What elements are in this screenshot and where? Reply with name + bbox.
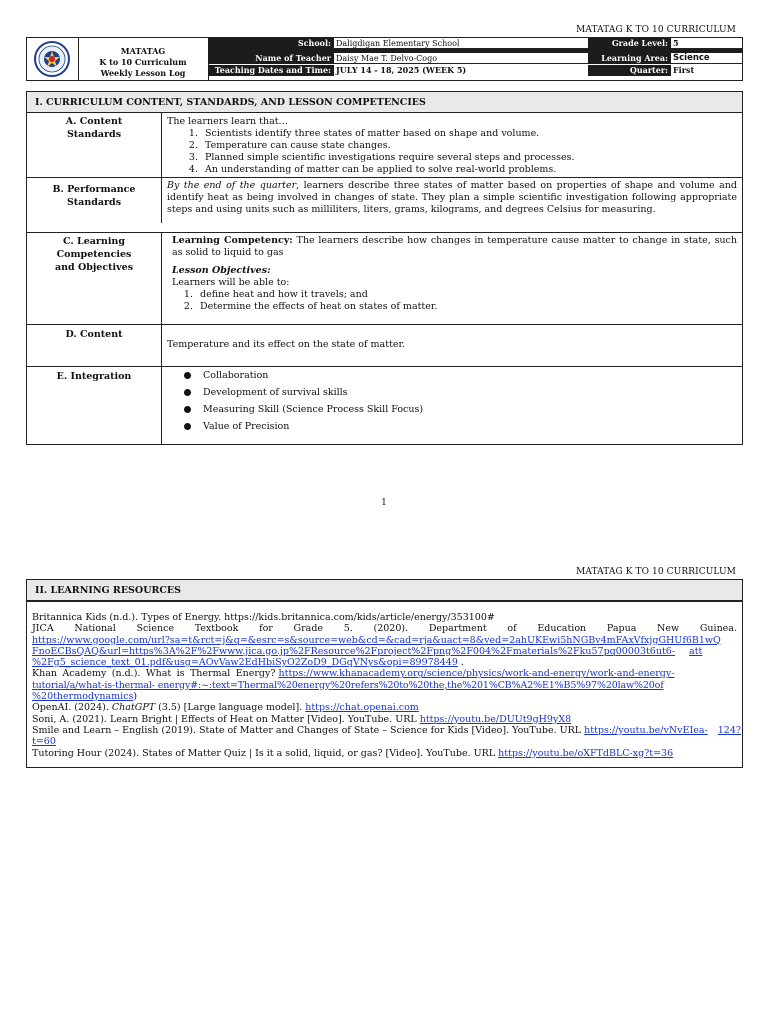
content-standards-label-2: Standards: [66, 129, 122, 140]
list-item: [167, 401, 737, 418]
curriculum-label-page2: MATATAG K TO 10 CURRICULUM: [576, 567, 736, 577]
openai-post: (3.5) [Large language model].: [155, 702, 306, 714]
page-number: 1: [381, 498, 387, 508]
content-standards-intro: The learners learn that…: [167, 116, 289, 127]
soni-link[interactable]: https://youtu.be/DUUt9gH9yX8: [419, 713, 572, 725]
performance-standards-cell: [161, 177, 742, 223]
school-label: School:: [208, 38, 334, 49]
performance-standards-label-1: B. Performance: [52, 184, 136, 195]
list-item: [167, 367, 737, 384]
resources-list: [27, 612, 742, 759]
bullet-icon: [184, 423, 191, 430]
list-item: 4. An understanding of matter can be applied to solve real-world problems.: [201, 164, 737, 176]
section-title-resources: II. LEARNING RESOURCES: [27, 580, 742, 601]
lc-label-1: C. Learning: [63, 236, 125, 247]
document-title: [78, 38, 208, 80]
title-line-1: MATATAG: [120, 46, 166, 56]
bullet-icon: [184, 406, 191, 413]
jica-link[interactable]: https://www.google.com/url?sa=t&rct=j&q=&esrc=s&source=web&cd=&cad=rja&uact=8&ved=2ahUKEwi5hNGBv4mFAxVfxjgGHUf6B1wQ: [32, 634, 721, 646]
content-text: Temperature and its effect on the state of matter.: [167, 339, 405, 350]
openai-link[interactable]: https://chat.openai.com: [305, 702, 419, 714]
list-item: [167, 384, 737, 401]
smile-link-end[interactable]: t=60: [32, 736, 56, 748]
curriculum-label: MATATAG K TO 10 CURRICULUM: [576, 25, 736, 35]
dates-value: JULY 14 - 18, 2025 (WEEK 5): [336, 65, 467, 75]
school-value: Daligdigan Elementary School: [334, 38, 588, 49]
list-item: 3. Planned simple scientific investigations require several steps and processes.: [201, 152, 737, 164]
integration-item-text: Value of Precision: [203, 421, 290, 432]
integration-label: E. Integration: [56, 371, 132, 382]
smile-link[interactable]: https://youtu.be/vNvEIea-: [584, 724, 708, 736]
list-item: 2. Temperature can cause state changes.: [201, 140, 737, 152]
openai-pre: OpenAI. (2024).: [32, 702, 112, 714]
integration-list: [167, 367, 737, 435]
area-label: Learning Area:: [588, 53, 671, 64]
resource-smile: [32, 724, 741, 736]
tutoring-text: Tutoring Hour (2024). States of Matter Quiz | Is it a solid, liquid, or gas? [Video]. YouTube. URL: [32, 747, 499, 759]
teacher-value: Daisy Mae T. Delvo-Cogo: [334, 53, 588, 64]
title-line-2: K to 10 Curriculum: [99, 57, 187, 67]
learning-resources-table: [26, 579, 743, 768]
objectives-list: [172, 289, 737, 313]
soni-text: Soni, A. (2021). Learn Bright | Effects of Heat on Matter [Video]. YouTube. URL: [32, 713, 420, 725]
performance-lead: By the end of the quarter: [167, 180, 297, 191]
teacher-label: Name of Teacher: [208, 53, 334, 64]
list-item: 1. define heat and how it travels; and: [196, 289, 737, 301]
resource-jica: JICA National Science Textbook for Grade 5. (2020). Department of Education Papua New Guinea.: [32, 623, 737, 635]
jica-link-end[interactable]: %2Fg5_science_text_01.pdf&usg=AOvVaw2EdHbiSyO2ZoD9_DGqVNys&opi=89978449: [32, 657, 458, 669]
competency-paragraph: [172, 235, 737, 259]
integration-item-text: Collaboration: [203, 370, 269, 381]
quarter-value: First: [673, 65, 695, 75]
bullet-icon: [184, 389, 191, 396]
lc-label-2: Competencies: [56, 249, 132, 260]
grade-value: 5: [671, 38, 742, 49]
content-standards-label: [27, 115, 161, 141]
khan-end: ): [133, 691, 138, 703]
learning-competencies-label: [27, 235, 161, 274]
dates-label: Teaching Dates and Time:: [208, 65, 334, 76]
khan-link-cont[interactable]: tutorial/a/what-is-thermal- energy#:~:text=Thermal%20energy%20refers%20to%20the,the%201%CB%A2%E1%B5%97%20law%20of: [32, 679, 664, 691]
content-label: D. Content: [65, 329, 123, 340]
bullet-icon: [184, 372, 191, 379]
tutoring-link[interactable]: https://youtu.be/oXFTdBLC-xg?t=36: [498, 747, 674, 759]
smile-link-cont[interactable]: 124?: [717, 724, 741, 736]
jica-link-att[interactable]: att: [689, 645, 703, 657]
lc-label-3: and Objectives: [54, 262, 134, 273]
list-item: [167, 418, 737, 435]
khan-link-end[interactable]: %20thermodynamics: [32, 691, 134, 703]
competency-label: Learning Competency:: [172, 235, 293, 246]
performance-standards-label-2: Standards: [66, 197, 122, 208]
resource-soni: [32, 714, 737, 725]
area-value: Science: [671, 53, 742, 64]
resource-tutoring: [32, 748, 737, 759]
jica-link-cont[interactable]: FnoECBsQAQ&url=https%3A%2F%2Fwww.jica.go.jp%2FResource%2Fproject%2Fpng%2F004%2Fmaterials%2Fku57pq00003t6ut6-: [32, 645, 676, 657]
list-item: 2. Determine the effects of heat on states of matter.: [196, 301, 737, 313]
jica-end: .: [457, 657, 464, 669]
list-item: 1. Scientists identify three states of matter based on shape and volume.: [201, 128, 737, 140]
deped-seal-logo: [27, 38, 78, 80]
quarter-label: Quarter:: [588, 65, 671, 76]
performance-text: , learners describe three states of matter based on properties of shape and volume and identify heat as being involved in changes of state. They plan a simple scientific investigation following appropriate steps and using units such as milliliters, liters, grams, kilograms, and degrees Celsius for measuring.: [167, 180, 737, 215]
competency-text: The learners describe how changes in temperature cause matter to change in state, such as solid to liquid to gas: [172, 235, 738, 258]
integration-item-text: Development of survival skills: [203, 387, 348, 398]
content-standards-label-1: A. Content: [65, 116, 123, 127]
objectives-intro: Learners will be able to:: [172, 277, 290, 288]
resource-khan: Khan Academy (n.d.). What is Thermal Energy?: [32, 668, 276, 680]
content-standards-cell: [161, 113, 742, 177]
learning-competencies-cell: [161, 232, 742, 324]
grade-label: Grade Level:: [588, 38, 671, 49]
content-cell: [161, 324, 742, 366]
integration-cell: [161, 366, 742, 444]
resource-openai: [32, 702, 737, 713]
lesson-log-header: [26, 37, 743, 81]
resource-britannica: Britannica Kids (n.d.). Types of Energy. https://kids.britannica.com/kids/article/energy/353100#: [32, 612, 495, 623]
openai-italic: ChatGPT: [111, 702, 156, 714]
section-title-curriculum: I. CURRICULUM CONTENT, STANDARDS, AND LESSON COMPETENCIES: [27, 92, 742, 113]
khan-link[interactable]: https://www.khanacademy.org/science/physics/work-and-energy/work-and-energy-: [278, 668, 675, 680]
performance-standards-label: [27, 183, 161, 209]
title-line-3: Weekly Lesson Log: [100, 68, 186, 78]
objectives-label: Lesson Objectives:: [172, 265, 271, 276]
curriculum-table: [26, 91, 743, 445]
integration-item-text: Measuring Skill (Science Process Skill Focus): [203, 404, 424, 415]
content-standards-list: [167, 128, 737, 176]
smile-text: Smile and Learn – English (2019). State of Matter and Changes of State – Science for Kids [Video]. YouTube. URL: [32, 724, 585, 736]
